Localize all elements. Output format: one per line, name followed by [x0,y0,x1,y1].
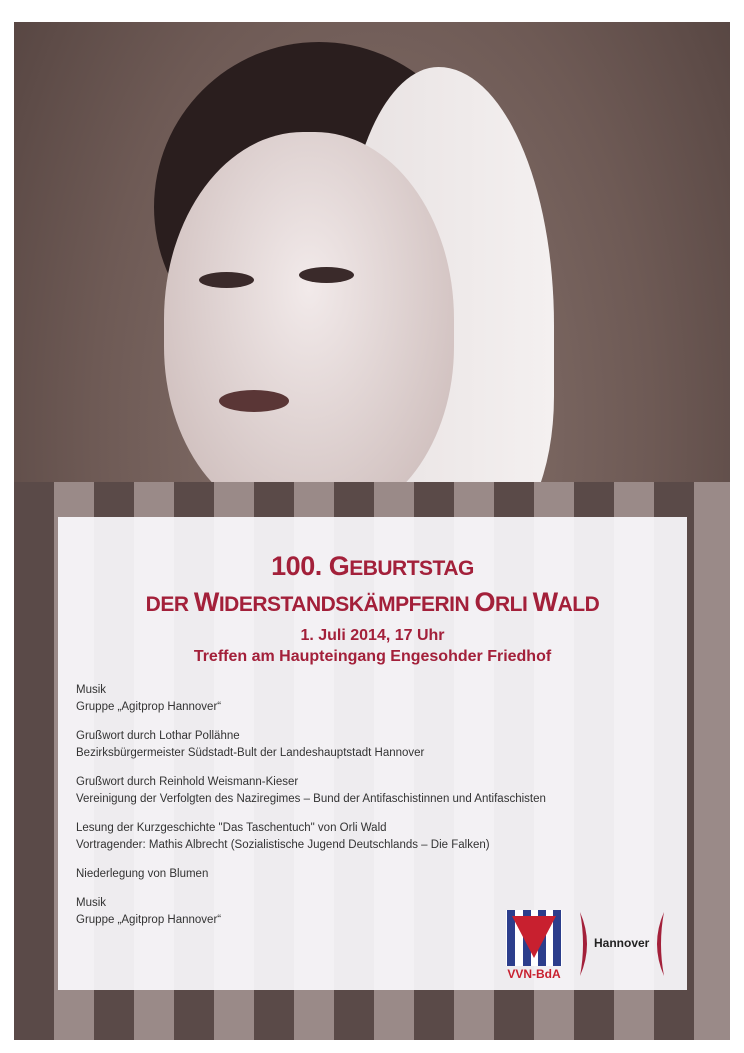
program-item-title: Niederlegung von Blumen [76,868,209,880]
program-item-detail: Vortragender: Mathis Albrecht (Sozialistische Jugend Deutschlands – Die Falken) [76,839,490,851]
program-item-title: Lesung der Kurzgeschichte "Das Taschentuch" von Orli Wald [76,822,387,834]
event-location: Treffen am Haupteingang Engesohder Friedhof [193,648,552,665]
program-item [76,866,676,883]
svg-text:VVN-BdA: VVN-BdA [507,967,561,980]
program-item [76,820,676,854]
eye-right [299,267,354,283]
program-item-detail: Bezirksbürgermeister Südstadt-Bult der Landeshauptstadt Hannover [76,747,425,759]
face [164,132,454,522]
title-line-2: DER WIDERSTANDSKÄMPFERIN ORLI WALD [145,587,600,617]
event-info-panel [58,517,687,990]
program-item [76,728,676,762]
program-item-detail: Vereinigung der Verfolgten des Naziregimes – Bund der Antifaschistinnen und Antifaschisten [76,793,546,805]
program-item [76,774,676,808]
program-item [76,682,676,716]
program-item-detail: Gruppe „Agitprop Hannover“ [76,914,222,926]
hannover-label: Hannover [594,936,650,950]
program-list [76,682,676,941]
program-item-title: Grußwort durch Lothar Pollähne [76,730,240,742]
event-date: 1. Juli 2014, 17 Uhr [300,627,445,644]
hannover-logo [580,912,666,976]
program-item-title: Grußwort durch Reinhold Weismann-Kieser [76,776,299,788]
program-item-title: Musik [76,684,107,696]
program-item-title: Musik [76,897,107,909]
mouth [219,390,289,412]
eye-left [199,272,254,288]
program-item-detail: Gruppe „Agitprop Hannover“ [76,701,222,713]
title-line-1: 100. GEBURTSTAG [271,551,474,581]
vvn-bda-logo [506,910,562,980]
